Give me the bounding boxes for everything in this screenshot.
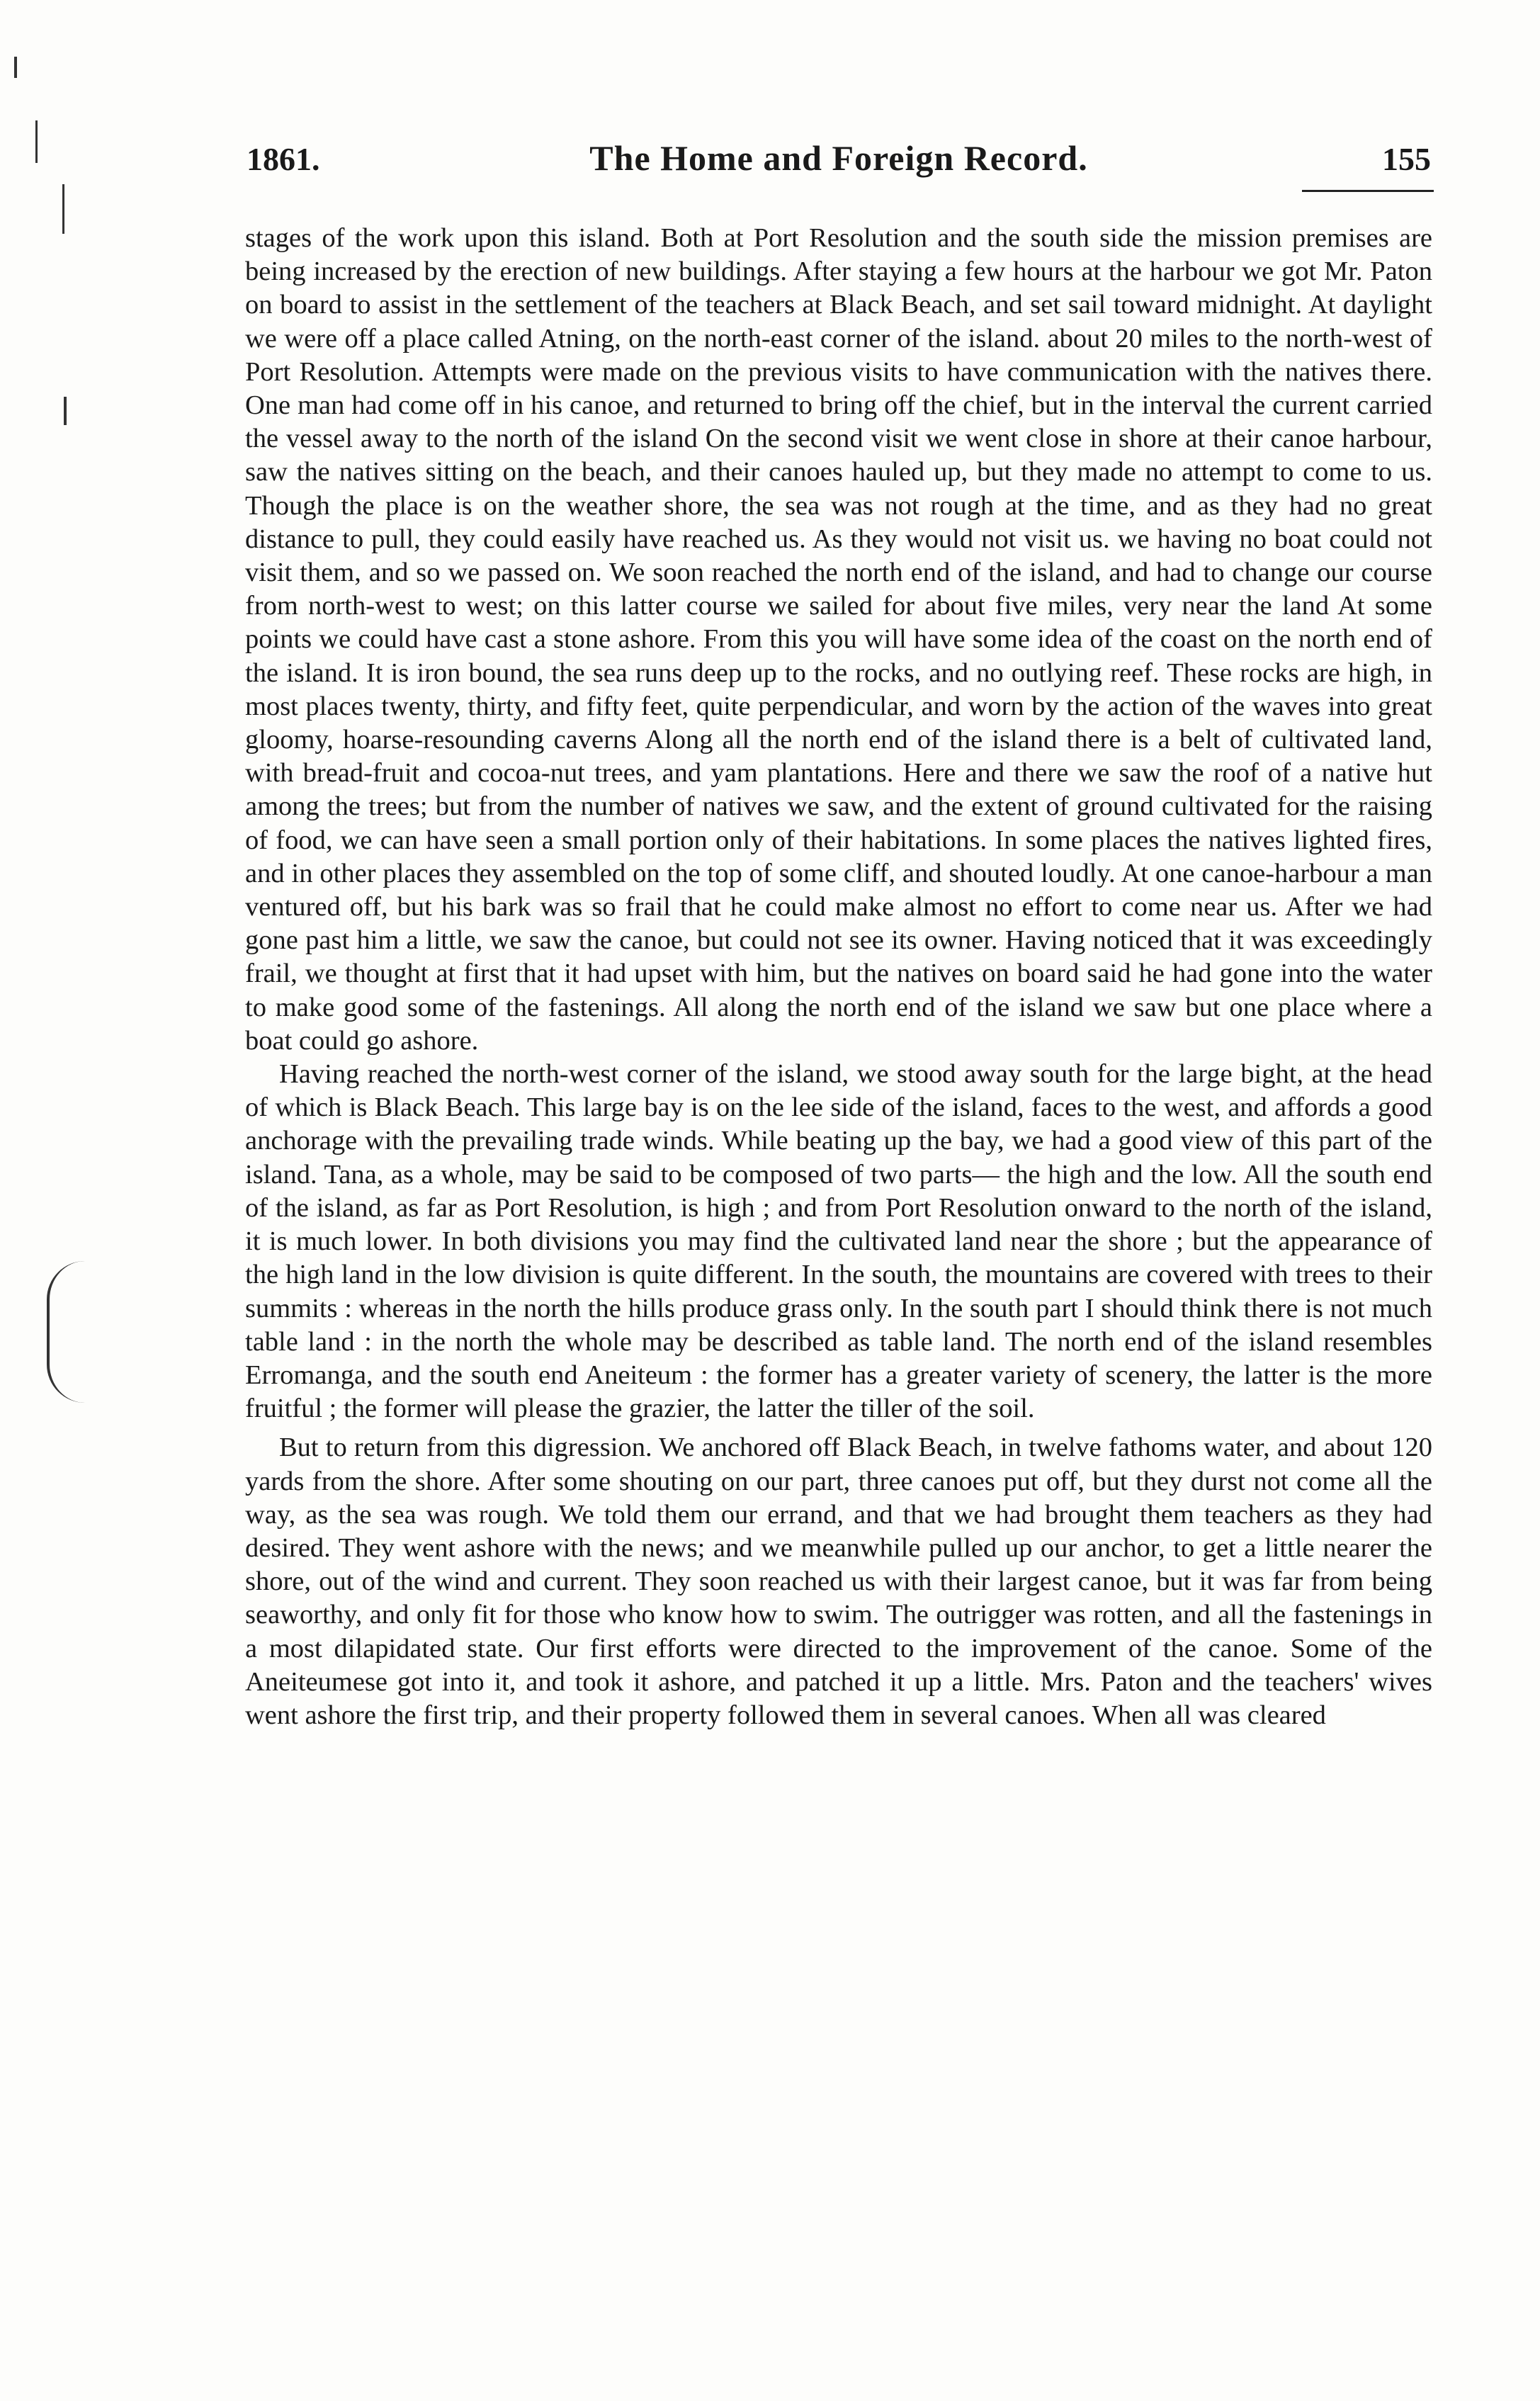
paragraph-1: stages of the work upon this island. Both at Port Resolution and the south side the mission premises are being increased by the erection of new buildings. After staying a few hours at the harbour we got Mr. Paton on board to assist in the settlement of the teachers at Black Beach, and set sail toward midnight. At daylight we were off a place called Atning, on the north-east corner of the island. about 20 miles to the north-west of Port Resolution. Attempts were made on the previous visits to have communication with the natives there. One man had come off in his canoe, and returned to bring off the chief, but in the interval the current carried the vessel away to the north of the island On the second visit we went close in shore at their canoe harbour, saw the natives sitting on the beach, and their canoes hauled up, but they made no attempt to come to us. Though the place is on the weather shore, the sea was not rough at the time, and as they had no great distance to pull, they could easily have reached us. As they would not visit us. we having no boat could not visit them, and so we passed on. We soon reached the north end of the island, and had to change our course from north-west to west; on this latter course we sailed for about five miles, very near the land At some points we could have cast a stone ashore. From this you will have some idea of the coast on the north end of the island. It is iron bound, the sea runs deep up to the rocks, and no outlying reef. These rocks are high, in most places twenty, thirty, and fifty feet, quite perpendicular, and worn by the action of the waves into great gloomy, hoarse-resounding caverns Along all the north end of the island there is a belt of cultivated land, with bread-fruit and cocoa-nut trees, and yam plantations. Here and there we saw the roof of a native hut among the trees; but from the number of natives we saw, and the extent of ground cultivated for the raising of food, we can have seen a small portion only of their habitations. In some places the natives lighted fires, and in other places they assembled on the top of some cliff, and shouted loudly. At one canoe-harbour a man ventured off, but his bark was so frail that he could make almost no effort to come near us. After we had gone past him a little, we saw the canoe, but could not see its owner. Having noticed that it was exceedingly frail, we thought at first that it had upset with him, but the natives on board said he had gone into the water to make good some of the fastenings. All along the north end of the island we saw but one place where a boat could go ashore. bbox=[245, 223, 1432, 1056]
margin-bracket bbox=[47, 1261, 85, 1403]
header-year: 1861. bbox=[247, 141, 320, 177]
header-rule bbox=[1302, 190, 1434, 192]
page-header bbox=[247, 140, 1431, 190]
margin-mark bbox=[62, 184, 64, 234]
margin-mark bbox=[14, 57, 17, 78]
margin-mark bbox=[35, 120, 38, 163]
article-body bbox=[245, 222, 1432, 1732]
margin-mark bbox=[64, 397, 67, 425]
header-title: The Home and Foreign Record. bbox=[589, 138, 1088, 178]
page-number: 155 bbox=[1382, 141, 1431, 177]
paragraph-2: Having reached the north-west corner of the island, we stood away south for the large bight, at the head of which is Black Beach. This large bay is on the lee side of the island, faces to the west, and affords a good anchorage with the prevailing trade winds. While beating up the bay, we had a good view of this part of the island. Tana, as a whole, may be said to be composed of two parts— the high and the low. All the south end of the island, as far as Port Resolution, is high ; and from Port Resolution onward to the north of the island, it is much lower. In both divisions you may find the cultivated land near the shore ; but the appearance of the high land in the low division is quite different. In the south, the mountains are covered with trees to their summits : whereas in the north the hills produce grass only. In the south part I should think there is not much table land : in the north the whole may be described as table land. The north end of the island resembles Erromanga, and the south end Aneiteum : the former has a greater variety of scenery, the latter is the more fruitful ; the former will please the grazier, the latter the tiller of the soil. bbox=[245, 1059, 1432, 1424]
paragraph-3: But to return from this digression. We anchored off Black Beach, in twelve fathoms water, and about 120 yards from the shore. After some shouting on our part, three canoes put off, but they durst not come all the way, as the sea was rough. We told them our errand, and that we had brought them teachers as they had desired. They went ashore with the news; and we meanwhile pulled up our anchor, to get a little nearer the shore, out of the wind and current. They soon reached us with their largest canoe, but it was far from being seaworthy, and only fit for those who know how to swim. The outrigger was rotten, and all the fastenings in a most dilapidated state. Our first efforts were directed to the improvement of the canoe. Some of the Aneiteumese got into it, and took it ashore, and patched it up a little. Mrs. Paton and the teachers' wives went ashore the first trip, and their property followed them in several canoes. When all was cleared bbox=[245, 1433, 1432, 1730]
